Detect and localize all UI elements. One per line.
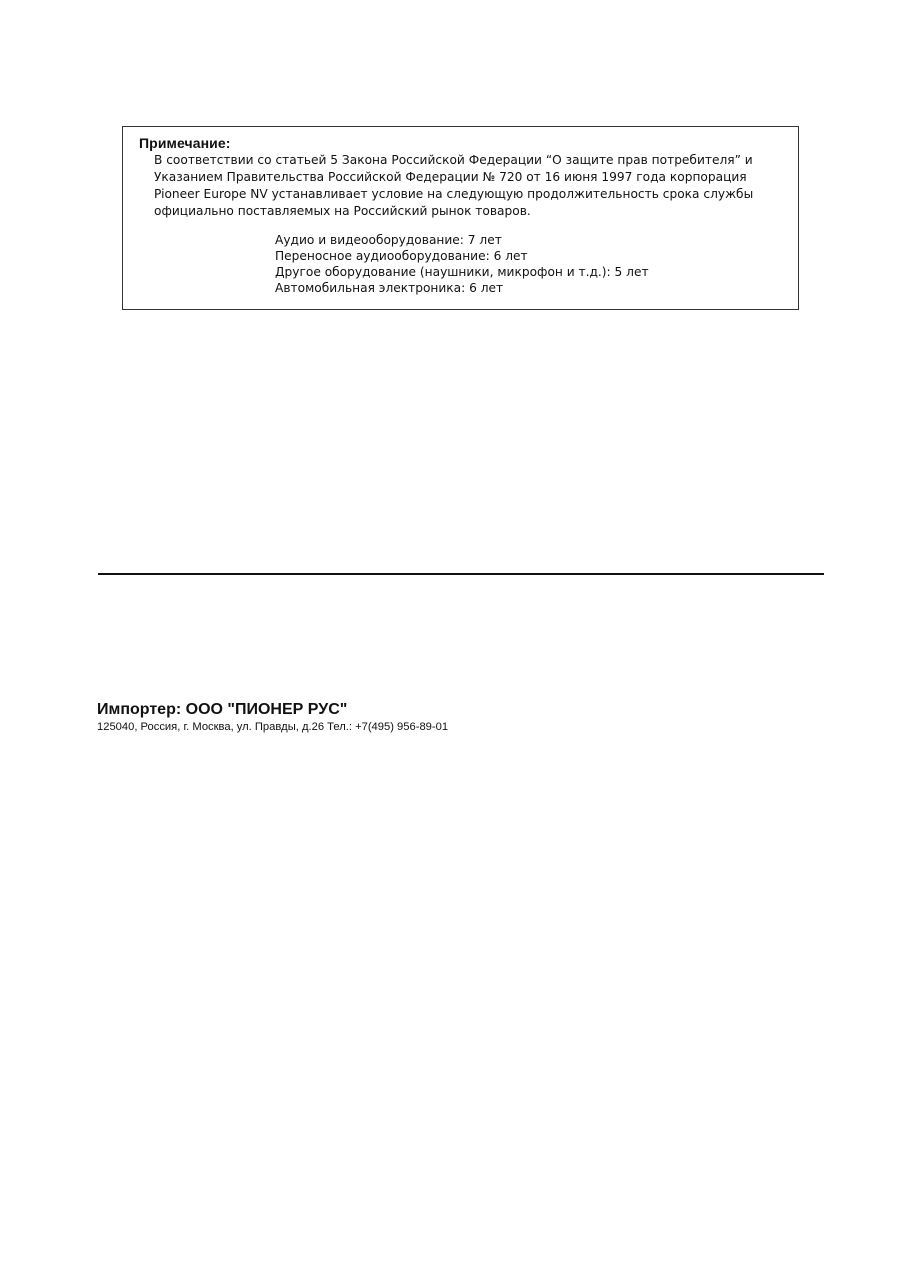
lifespan-list [275,232,649,296]
lifespan-item: Другое оборудование (наушники, микрофон и т.д.): 5 лет [275,265,649,279]
lifespan-item: Автомобильная электроника: 6 лет [275,281,504,295]
note-line: официально поставляемых на Российский рынок товаров. [154,204,531,218]
note-title: Примечание: [139,135,231,151]
note-box [122,126,799,310]
horizontal-divider [98,573,824,575]
note-line: Указанием Правительства Российской Федерации № 720 от 16 июня 1997 года корпорация [154,170,747,184]
lifespan-item: Переносное аудиооборудование: 6 лет [275,249,528,263]
importer-title: Импортер: ООО "ПИОНЕР РУС" [97,701,348,718]
note-line: Pioneer Europe NV устанавливает условие на следующую продолжительность срока службы [154,187,754,201]
note-body [154,152,784,220]
note-line: В соответствии со статьей 5 Закона Российской Федерации “О защите прав потребителя” и [154,153,753,167]
lifespan-item: Аудио и видеооборудование: 7 лет [275,233,502,247]
importer-address: 125040, Россия, г. Москва, ул. Правды, д.26 Тел.: +7(495) 956-89-01 [97,721,449,733]
